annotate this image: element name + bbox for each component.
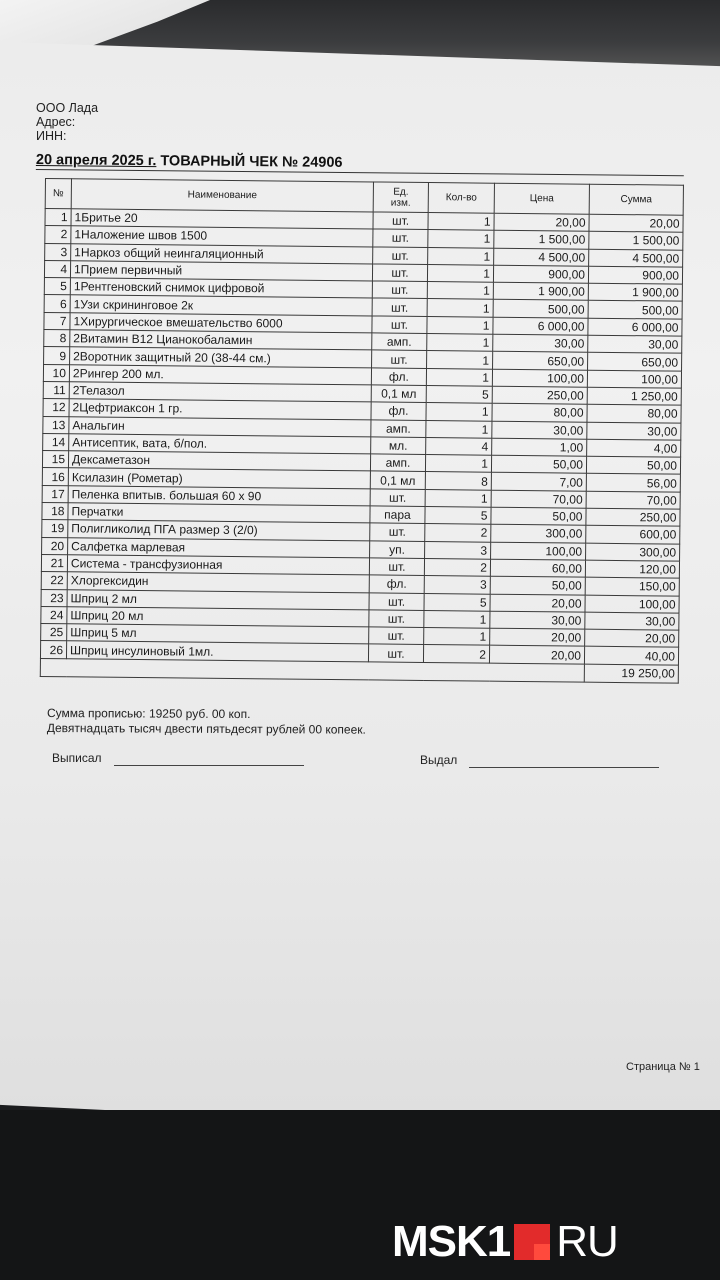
- cell-sum: 150,00: [585, 577, 679, 595]
- cell-sum: 30,00: [587, 422, 681, 440]
- cell-sum: 4,00: [587, 439, 681, 457]
- cell-name: 2Цефтриаксон 1 гр.: [69, 399, 371, 419]
- cell-num: 16: [42, 468, 68, 486]
- cell-sum: 70,00: [586, 491, 680, 509]
- cell-unit: шт.: [369, 627, 424, 645]
- cell-name: Шприц инсулиновый 1мл.: [66, 641, 368, 661]
- cell-sum: 1 250,00: [587, 387, 681, 405]
- cell-num: 15: [42, 451, 68, 469]
- header-unit-line1: Ед.: [393, 186, 409, 198]
- issued-by-line: [114, 765, 304, 766]
- cell-price: 50,00: [490, 576, 585, 594]
- seller-inn-label: ИНН:: [36, 129, 67, 143]
- cell-price: 80,00: [492, 403, 587, 421]
- cell-price: 70,00: [491, 490, 586, 508]
- cell-name: Перчатки: [68, 503, 370, 523]
- cell-qty: 1: [428, 247, 494, 265]
- cell-num: 14: [43, 433, 69, 451]
- cell-unit: фл.: [369, 575, 424, 593]
- cell-num: 18: [42, 503, 68, 521]
- cell-num: 12: [43, 399, 69, 417]
- cell-sum: 250,00: [586, 508, 680, 526]
- cell-unit: уп.: [370, 541, 425, 559]
- cell-price: 1 500,00: [494, 231, 589, 249]
- cell-sum: 300,00: [586, 543, 680, 561]
- watermark-text-left: MSK1: [392, 1217, 511, 1266]
- cell-qty: 1: [424, 628, 490, 646]
- cell-qty: 1: [426, 420, 492, 438]
- seller-name: ООО Лада: [36, 101, 99, 115]
- cell-num: 7: [44, 312, 70, 330]
- cell-name: Полигликолид ПГА размер 3 (2/0): [68, 520, 370, 540]
- header-sum: Сумма: [589, 184, 683, 215]
- cell-price: 500,00: [493, 300, 588, 318]
- cell-num: 4: [44, 260, 70, 278]
- cell-qty: 2: [424, 558, 490, 576]
- cell-qty: 1: [427, 351, 493, 369]
- cell-name: 1Прием первичный: [70, 261, 372, 281]
- cell-name: 1Рентгеновский снимок цифровой: [70, 278, 372, 298]
- cell-num: 5: [44, 278, 70, 296]
- cell-unit: амп.: [371, 419, 426, 437]
- red-square-icon: [514, 1224, 550, 1260]
- cell-price: 30,00: [492, 421, 587, 439]
- cell-qty: 1: [427, 316, 493, 334]
- cell-unit: шт.: [369, 592, 424, 610]
- cell-name: Хлоргексидин: [67, 572, 369, 592]
- cell-unit: шт.: [372, 298, 427, 316]
- cell-price: 300,00: [491, 525, 586, 543]
- cell-price: 100,00: [491, 542, 586, 560]
- cell-name: Шприц 20 мл: [67, 607, 369, 627]
- cell-qty: 1: [425, 455, 491, 473]
- cell-num: 1: [45, 209, 71, 227]
- amount-in-words-line1: Сумма прописью: 19250 руб. 00 коп.: [46, 706, 251, 722]
- cell-num: 3: [45, 243, 71, 261]
- cell-sum: 600,00: [586, 526, 680, 544]
- page-number: Страница № 1: [626, 1061, 700, 1073]
- header-unit-line2: изм.: [390, 197, 411, 209]
- cell-price: 650,00: [493, 352, 588, 370]
- cell-num: 25: [41, 624, 67, 642]
- cell-sum: 20,00: [589, 214, 683, 232]
- cell-sum: 1 500,00: [589, 231, 683, 249]
- cell-name: Салфетка марлевая: [68, 537, 370, 557]
- cell-price: 900,00: [493, 265, 588, 283]
- cell-qty: 2: [423, 645, 489, 663]
- cell-qty: 1: [427, 299, 493, 317]
- cell-price: 1,00: [492, 438, 587, 456]
- cell-name: 2Воротник защитный 20 (38-44 см.): [70, 347, 372, 367]
- cell-price: 7,00: [491, 473, 586, 491]
- cell-name: Антисептик, вата, б/пол.: [69, 434, 371, 454]
- cell-qty: 4: [426, 437, 492, 455]
- cell-unit: мл.: [371, 437, 426, 455]
- cell-price: 4 500,00: [494, 248, 589, 266]
- cell-sum: 900,00: [588, 266, 682, 284]
- cell-name: Пеленка впитыв. большая 60 х 90: [68, 486, 370, 506]
- cell-price: 250,00: [492, 386, 587, 404]
- cell-unit: фл.: [371, 368, 426, 386]
- msk1-watermark-logo: [392, 1219, 618, 1265]
- cell-name: Анальгин: [69, 416, 371, 436]
- cell-name: Ксилазин (Рометар): [68, 468, 370, 488]
- cell-sum: 40,00: [584, 647, 678, 665]
- cell-price: 50,00: [491, 455, 586, 473]
- seller-block: [36, 101, 98, 143]
- cell-num: 13: [43, 416, 69, 434]
- cell-qty: 1: [428, 213, 494, 231]
- items-table: [40, 178, 684, 683]
- cell-num: 8: [44, 330, 70, 348]
- cell-price: 30,00: [493, 334, 588, 352]
- cell-unit: шт.: [372, 281, 427, 299]
- cell-num: 11: [43, 381, 69, 399]
- cell-unit: шт.: [373, 229, 428, 247]
- cell-num: 17: [42, 485, 68, 503]
- cell-unit: шт.: [373, 212, 428, 230]
- cell-num: 6: [44, 295, 70, 313]
- cell-num: 9: [44, 347, 70, 365]
- cell-qty: 2: [425, 524, 491, 542]
- cell-num: 10: [43, 364, 69, 382]
- cell-qty: 8: [425, 472, 491, 490]
- amount-in-words: [47, 706, 366, 738]
- watermark-text-right: RU: [556, 1217, 618, 1266]
- cell-name: 1Хирургическое вмешательство 6000: [70, 313, 372, 333]
- cell-sum: 50,00: [586, 456, 680, 474]
- cell-num: 19: [42, 520, 68, 538]
- cell-qty: 1: [426, 368, 492, 386]
- cell-qty: 1: [427, 282, 493, 300]
- cell-name: Дексаметазон: [68, 451, 370, 471]
- seller-address-label: Адрес:: [36, 115, 76, 129]
- handed-by-signature: [420, 753, 659, 768]
- cell-qty: 1: [427, 264, 493, 282]
- cell-unit: шт.: [372, 316, 427, 334]
- cell-name: Шприц 5 мл: [67, 624, 369, 644]
- cell-num: 20: [42, 537, 68, 555]
- cell-sum: 30,00: [585, 612, 679, 630]
- cell-num: 22: [41, 572, 67, 590]
- cell-unit: шт.: [372, 350, 427, 368]
- cell-price: 1 900,00: [493, 282, 588, 300]
- cell-name: 1Наркоз общий неингаляционный: [71, 243, 373, 263]
- cell-sum: 120,00: [585, 560, 679, 578]
- issued-by-signature: [52, 751, 304, 766]
- cell-unit: 0,1 мл: [370, 471, 425, 489]
- header-unit: [373, 182, 428, 213]
- header-num: №: [45, 179, 71, 209]
- cell-price: 20,00: [490, 594, 585, 612]
- cell-name: 2Телазол: [69, 382, 371, 402]
- issued-by-label: Выписал: [52, 751, 102, 765]
- total-sum: 19 250,00: [584, 664, 678, 683]
- cell-name: 1Узи скрининговое 2к: [70, 295, 372, 315]
- cell-unit: шт.: [372, 264, 427, 282]
- header-price: Цена: [494, 183, 589, 214]
- cell-name: Система - трансфузионная: [67, 555, 369, 575]
- cell-qty: 1: [428, 230, 494, 248]
- cell-num: 26: [40, 641, 66, 659]
- cell-unit: шт.: [370, 523, 425, 541]
- cell-qty: 3: [424, 576, 490, 594]
- cell-sum: 80,00: [587, 404, 681, 422]
- cell-name: 2Витамин В12 Цианокобаламин: [70, 330, 372, 350]
- header-qty: Кол-во: [428, 183, 494, 214]
- header-name: Наименование: [71, 179, 373, 212]
- cell-num: 23: [41, 589, 67, 607]
- cell-name: 1Наложение швов 1500: [71, 226, 373, 246]
- cell-qty: 5: [425, 507, 491, 525]
- cell-price: 20,00: [489, 646, 584, 664]
- cell-unit: фл.: [371, 402, 426, 420]
- cell-sum: 100,00: [587, 370, 681, 388]
- cell-sum: 1 900,00: [588, 283, 682, 301]
- cell-sum: 6 000,00: [588, 318, 682, 336]
- cell-price: 20,00: [490, 628, 585, 646]
- cell-qty: 1: [426, 403, 492, 421]
- cell-price: 30,00: [490, 611, 585, 629]
- cell-unit: амп.: [370, 454, 425, 472]
- receipt-date: 20 апреля 2025 г.: [35, 152, 157, 170]
- cell-qty: 5: [426, 385, 492, 403]
- handed-by-label: Выдал: [420, 753, 458, 767]
- cell-unit: амп.: [372, 333, 427, 351]
- cell-price: 20,00: [494, 213, 589, 231]
- cell-price: 100,00: [492, 369, 587, 387]
- cell-qty: 1: [424, 610, 490, 628]
- cell-sum: 650,00: [588, 353, 682, 371]
- cell-name: 1Бритье 20: [71, 209, 373, 229]
- cell-unit: шт.: [373, 247, 428, 265]
- cell-qty: 3: [425, 541, 491, 559]
- cell-sum: 20,00: [585, 629, 679, 647]
- cell-price: 60,00: [490, 559, 585, 577]
- cell-sum: 100,00: [585, 595, 679, 613]
- cell-name: 2Рингер 200 мл.: [69, 364, 371, 384]
- cell-unit: пара: [370, 506, 425, 524]
- amount-in-words-line2: Девятнадцать тысяч двести пятьдесят рублей 00 копеек.: [46, 720, 366, 737]
- cell-price: 50,00: [491, 507, 586, 525]
- receipt-number: ТОВАРНЫЙ ЧЕК № 24906: [160, 153, 343, 171]
- cell-qty: 5: [424, 593, 490, 611]
- cell-unit: шт.: [369, 558, 424, 576]
- cell-unit: шт.: [369, 610, 424, 628]
- cell-price: 6 000,00: [493, 317, 588, 335]
- handed-by-line: [469, 767, 659, 768]
- cell-unit: 0,1 мл: [371, 385, 426, 403]
- cell-unit: шт.: [368, 644, 423, 662]
- cell-qty: 1: [427, 334, 493, 352]
- cell-unit: шт.: [370, 489, 425, 507]
- cell-sum: 4 500,00: [589, 249, 683, 267]
- cell-qty: 1: [425, 489, 491, 507]
- cell-sum: 56,00: [586, 474, 680, 492]
- cell-num: 24: [41, 606, 67, 624]
- cell-name: Шприц 2 мл: [67, 589, 369, 609]
- cell-sum: 30,00: [588, 335, 682, 353]
- cell-num: 2: [45, 226, 71, 244]
- cell-num: 21: [41, 554, 67, 572]
- cell-sum: 500,00: [588, 301, 682, 319]
